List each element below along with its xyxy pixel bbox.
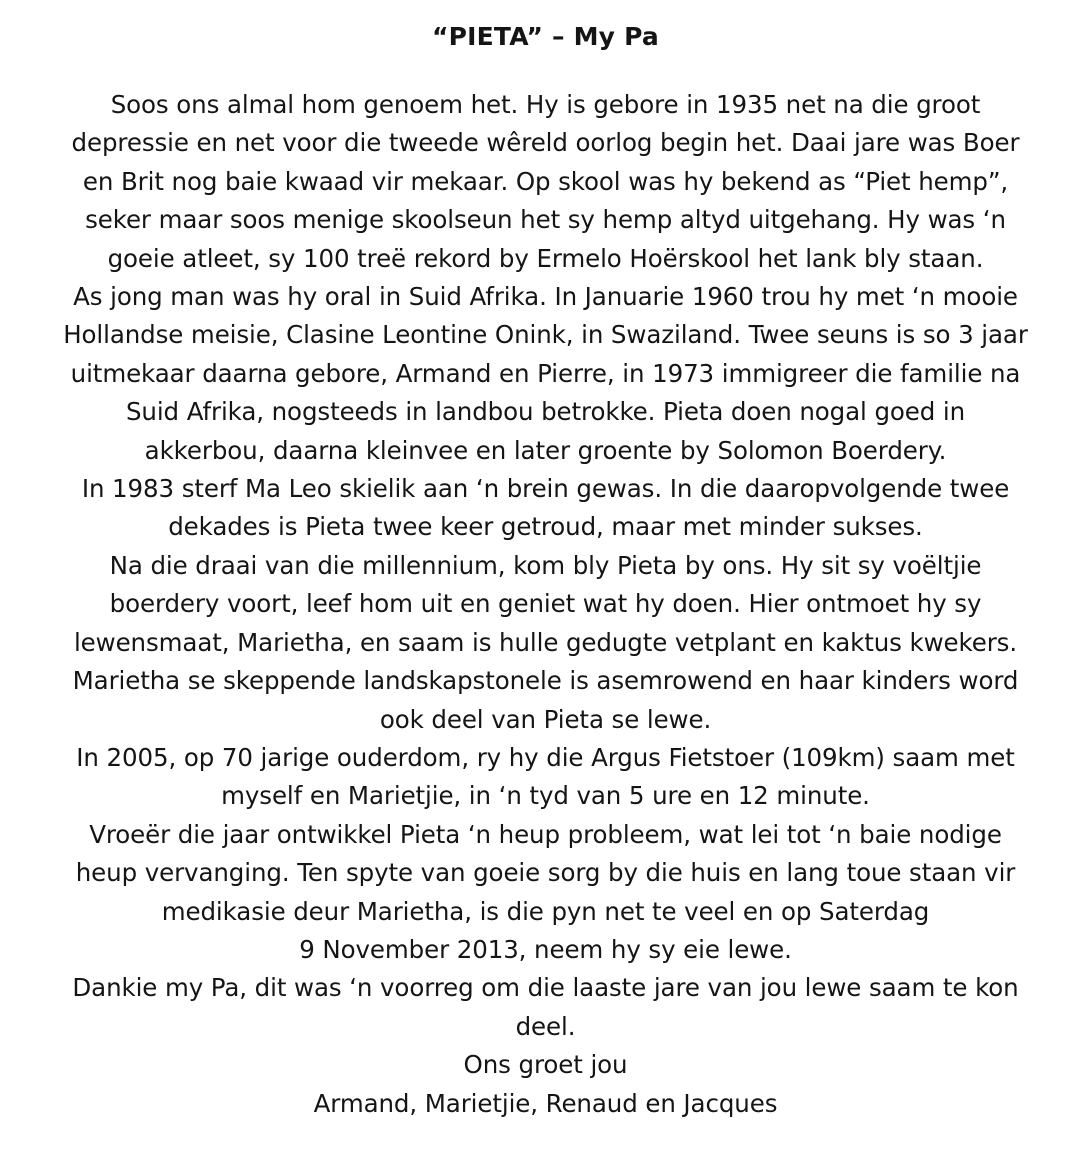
text-line: In 2005, op 70 jarige ouderdom, ry hy die Argus Fietstoer (109km) saam met — [76, 742, 1015, 772]
text-line: goeie atleet, sy 100 treë rekord by Ermelo Hoërskool het lank bly staan. — [107, 243, 984, 273]
text-line: Na die draai van die millennium, kom bly Pieta by ons. Hy sit sy voëltjie — [109, 550, 982, 580]
text-line: Vroeër die jaar ontwikkel Pieta ‘n heup probleem, wat lei tot ‘n baie nodige — [89, 819, 1002, 849]
text-line: lewensmaat, Marietha, en saam is hulle gedugte vetplant en kaktus kwekers. — [73, 627, 1018, 657]
text-line: myself en Marietjie, in ‘n tyd van 5 ure en 12 minute. — [221, 781, 870, 811]
text-line: seker maar soos menige skoolseun het sy hemp altyd uitgehang. Hy was ‘n — [85, 205, 1006, 235]
text-line: heup vervanging. Ten spyte van goeie sorg by die huis en lang toue staan vir — [75, 858, 1016, 888]
text-line: Hollandse meisie, Clasine Leontine Onink, in Swaziland. Twee seuns is so 3 jaar — [63, 320, 1028, 350]
text-line: Armand, Marietjie, Renaud en Jacques — [313, 1088, 778, 1118]
text-line: As jong man was hy oral in Suid Afrika. In Januarie 1960 trou hy met ‘n mooie — [73, 282, 1018, 312]
text-line: Dankie my Pa, dit was ‘n voorreg om die laaste jare van jou lewe saam te kon — [72, 973, 1019, 1003]
text-line: Marietha se skeppende landskapstonele is asemrowend en haar kinders word — [72, 666, 1019, 696]
text-line: boerdery voort, leef hom uit en geniet wat hy doen. Hier ontmoet hy sy — [109, 589, 982, 619]
text-line: 9 November 2013, neem hy sy eie lewe. — [299, 934, 792, 964]
text-line: Ons groet jou — [463, 1050, 628, 1080]
document-body — [20, 86, 1071, 1123]
text-line: deel. — [515, 1011, 576, 1041]
text-line: depressie en net voor die tweede wêreld oorlog begin het. Daai jare was Boer — [71, 128, 1020, 158]
text-line: dekades is Pieta twee keer getroud, maar met minder sukses. — [168, 512, 923, 542]
text-line: ook deel van Pieta se lewe. — [379, 704, 712, 734]
text-line: Soos ons almal hom genoem het. Hy is gebore in 1935 net na die groot — [110, 90, 981, 119]
text-line: medikasie deur Marietha, is die pyn net te veel en op Saterdag — [161, 896, 930, 926]
text-line: In 1983 sterf Ma Leo skielik aan ‘n brein gewas. In die daaropvolgende twee — [81, 474, 1010, 504]
text-line: en Brit nog baie kwaad vir mekaar. Op skool was hy bekend as “Piet hemp”, — [82, 166, 1009, 196]
text-line: Suid Afrika, nogsteeds in landbou betrokke. Pieta doen nogal goed in — [125, 397, 966, 427]
document-title: “PIETA” – My Pa — [431, 22, 660, 51]
text-line: akkerbou, daarna kleinvee en later groente by Solomon Boerdery. — [144, 435, 947, 465]
text-line: uitmekaar daarna gebore, Armand en Pierre, in 1973 immigreer die familie na — [70, 358, 1021, 388]
